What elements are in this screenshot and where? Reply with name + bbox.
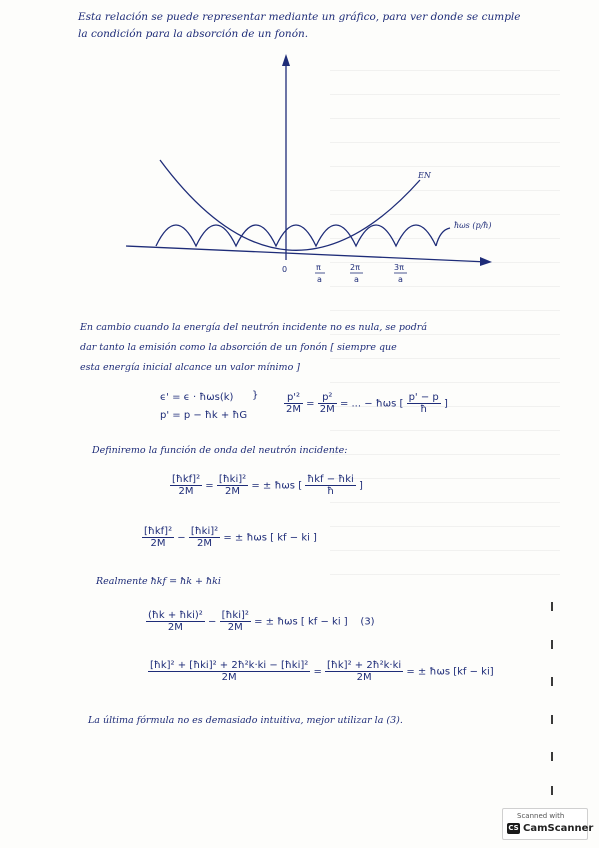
tick-pi: π: [316, 263, 321, 272]
binder-mark: [551, 677, 553, 686]
phonon-tail: [436, 228, 450, 246]
phonon-dispersion: [156, 225, 436, 246]
eq5: $\frac{\text{[ħk]² + [ħki]² + 2ħ²k·ki − [ħki]²}}{2M}$ = $\frac{\text{[ħk]² + 2ħ²k·ki}}{2M}$ = ± ħωs [kf − ki]: [150, 660, 494, 683]
binder-mark: [551, 640, 553, 649]
tick-3pi-den: a: [398, 275, 403, 284]
define-text: Definiremo la función de onda del neutrón incidente:: [92, 445, 348, 456]
dispersion-graph: [120, 50, 500, 290]
intro-line-1: Esta relación se puede representar mediante un gráfico, para ver donde se cumple: [78, 11, 521, 23]
binder-mark: [551, 786, 553, 795]
binder-mark: [551, 715, 553, 724]
tick-2pi-den: a: [354, 275, 359, 284]
x-axis: [126, 246, 488, 262]
tick-pi-den: a: [317, 275, 322, 284]
para2-line-1: En cambio cuando la energía del neutrón incidente no es nula, se podrá: [80, 322, 427, 333]
binder-mark: [551, 752, 553, 761]
para2-line-2: dar tanto la emisión como la absorción de un fonón [ siempre que: [80, 342, 397, 353]
realmente-line: Realmente ħkf = ħk + ħki: [96, 576, 221, 587]
eq1-line2: p' = p − ħk + ħG: [160, 410, 248, 421]
eq1-line1: ϵ' = ϵ · ħωs(k): [160, 392, 234, 403]
eq2: $\frac{\text{[ħkf]²}}{2M}$ = $\frac{\text{[ħki]²}}{2M}$ = ± ħωs [ $\frac{\text{ħkf − ħki}}{ħ}$ ]: [172, 474, 363, 497]
tick-0: 0: [282, 265, 288, 274]
camscanner-badge: [502, 808, 594, 840]
para2-line-3: esta energía inicial alcance un valor mínimo ]: [80, 362, 301, 373]
y-axis-arrow: [282, 54, 290, 66]
eq1-rhs: $\frac{\text{p'²}}{2M}$ = $\frac{\text{p²}}{2M}$ = ... − ħωs [ $\frac{p' - p}{ħ}$ ]: [286, 392, 448, 415]
binder-mark: [551, 602, 553, 611]
tick-3pi: 3π: [394, 263, 404, 272]
eq4: $\frac{\text{(ħk + ħki)²}}{2M}$ − $\frac{\text{[ħki]²}}{2M}$ = ± ħωs [ kf − ki ] (3): [148, 610, 375, 633]
x-axis-arrow: [480, 257, 492, 266]
eq3: $\frac{\text{[ħkf]²}}{2M}$ − $\frac{\text{[ħki]²}}{2M}$ = ± ħωs [ kf − ki ]: [144, 526, 317, 549]
energy-parabola: [160, 160, 420, 250]
wave-label: ħωs (p/ħ): [454, 221, 492, 230]
eq1-brace: }: [252, 390, 259, 401]
camscanner-logo-icon: CS: [508, 824, 519, 832]
badge-caption: Scanned with: [517, 812, 565, 820]
tick-2pi: 2π: [350, 263, 360, 272]
badge-brand: CamScanner: [523, 823, 594, 834]
intro-line-2: la condición para la absorción de un fonón.: [78, 28, 309, 40]
curve-label-en: EN: [418, 171, 431, 180]
closing-line: La última fórmula no es demasiado intuitiva, mejor utilizar la (3).: [88, 715, 403, 726]
